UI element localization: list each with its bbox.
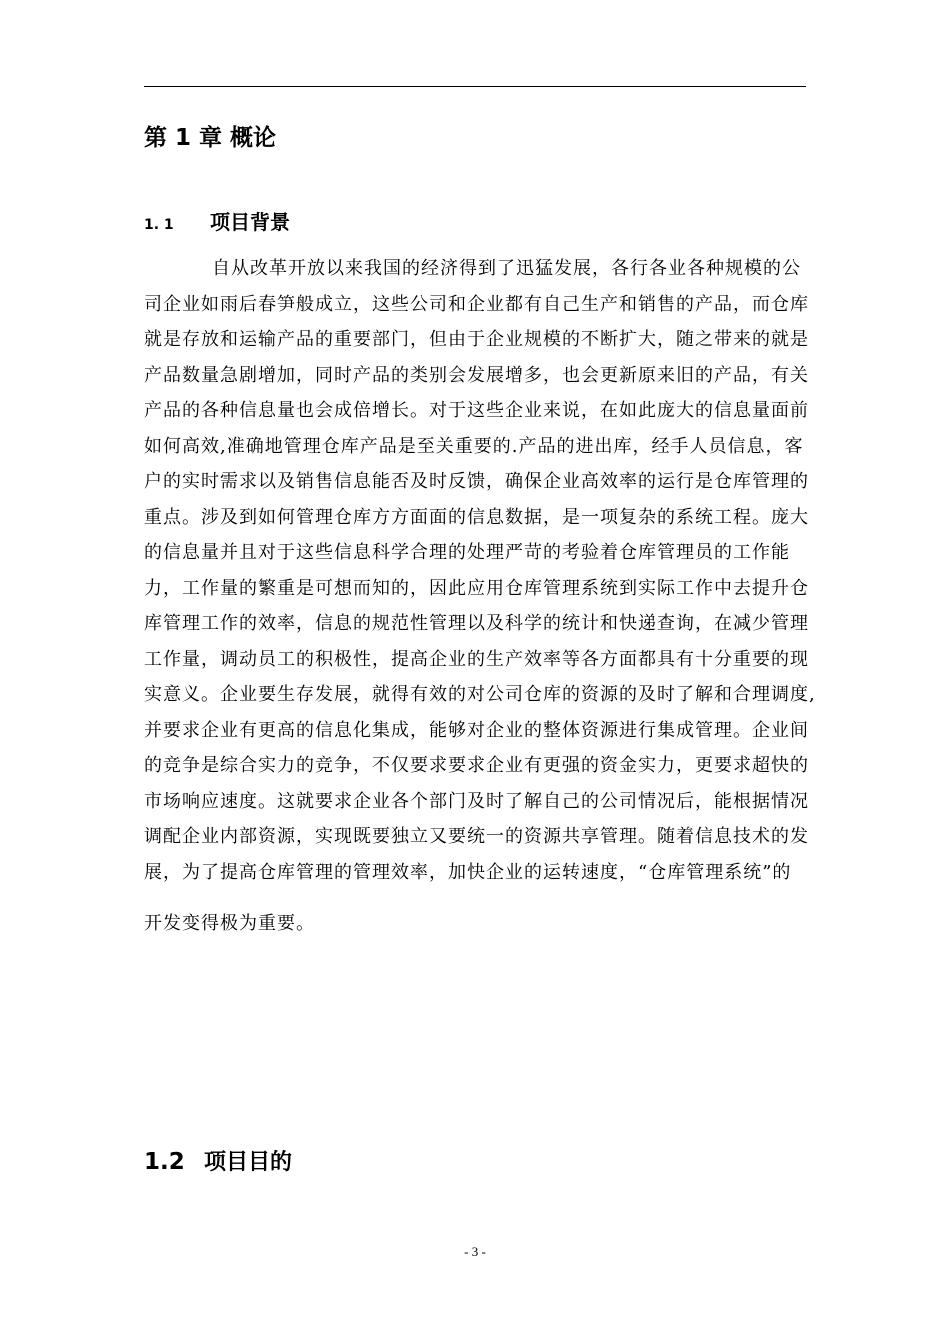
chapter-heading: 第 1 章 概论	[144, 125, 277, 151]
paragraph-line: 工作量，调动员工的积极性，提高企业的生产效率等各方面都具有十分重要的现	[144, 648, 809, 670]
paragraph-line: 实意义。企业要生存发展，就得有效的对公司仓库的资源的及时了解和合理调度,	[144, 684, 816, 705]
body-paragraph	[144, 251, 816, 942]
header-rule	[144, 86, 806, 87]
paragraph-line: 开发变得极为重要。	[144, 913, 315, 934]
paragraph-line: 户的实时需求以及销售信息能否及时反馈，确保企业高效率的运行是仓库管理的	[144, 471, 809, 492]
section-heading-purpose	[144, 1140, 292, 1186]
paragraph-line: 自从改革开放以来我国的经济得到了迅猛发展，各行各业各种规模的公	[212, 258, 801, 279]
section-heading-background	[144, 204, 290, 243]
paragraph-line: 就是存放和运输产品的重要部门，但由于企业规模的不断扩大，随之带来的就是	[144, 329, 809, 350]
paragraph-line: 产品数量急剧增加，同时产品的类别会发展增多，也会更新原来旧的产品，有关	[144, 364, 809, 386]
paragraph-line: 的竞争是综合实力的竞争，不仅要求要求企业有更强的资金实力，更要求超快的	[144, 755, 809, 776]
paragraph-line: 的信息量并且对于这些信息科学合理的处理严苛的考验着仓库管理员的工作能	[144, 542, 790, 563]
paragraph-line: 如何高效,准确地管理仓库产品是至关重要的.产品的进出库，经手人员信息，客	[144, 435, 804, 457]
paragraph-line: 重点。涉及到如何管理仓库方方面面的信息数据，是一项复杂的系统工程。庞大	[144, 506, 809, 528]
paragraph-line: 司企业如雨后春笋般成立，这些公司和企业都有自己生产和销售的产品，而仓库	[144, 293, 809, 315]
paragraph-line: 调配企业内部资源，实现既要独立又要统一的资源共享管理。随着信息技术的发	[144, 826, 809, 847]
section-title: 项目目的	[204, 1150, 293, 1175]
paragraph-line: 并要求企业有更高的信息化集成，能够对企业的整体资源进行集成管理。企业间	[144, 719, 809, 741]
paragraph-line: 展，为了提高仓库管理的管理效率，加快企业的运转速度，“仓库管理系统”的	[144, 861, 792, 883]
paragraph-line: 产品的各种信息量也会成倍增长。对于这些企业来说，在如此庞大的信息量面前	[144, 400, 809, 421]
section-title: 项目背景	[210, 210, 290, 234]
page-number: - 3 -	[464, 1244, 486, 1259]
section-number: 1.2	[144, 1149, 185, 1175]
section-number: 1. 1	[144, 217, 174, 233]
paragraph-line: 市场响应速度。这就要求企业各个部门及时了解自己的公司情况后，能根据情况	[144, 790, 809, 812]
paragraph-line: 力，工作量的繁重是可想而知的，因此应用仓库管理系统到实际工作中去提升仓	[144, 577, 809, 599]
paragraph-line: 库管理工作的效率，信息的规范性管理以及科学的统计和快递查询，在减少管理	[144, 613, 809, 634]
